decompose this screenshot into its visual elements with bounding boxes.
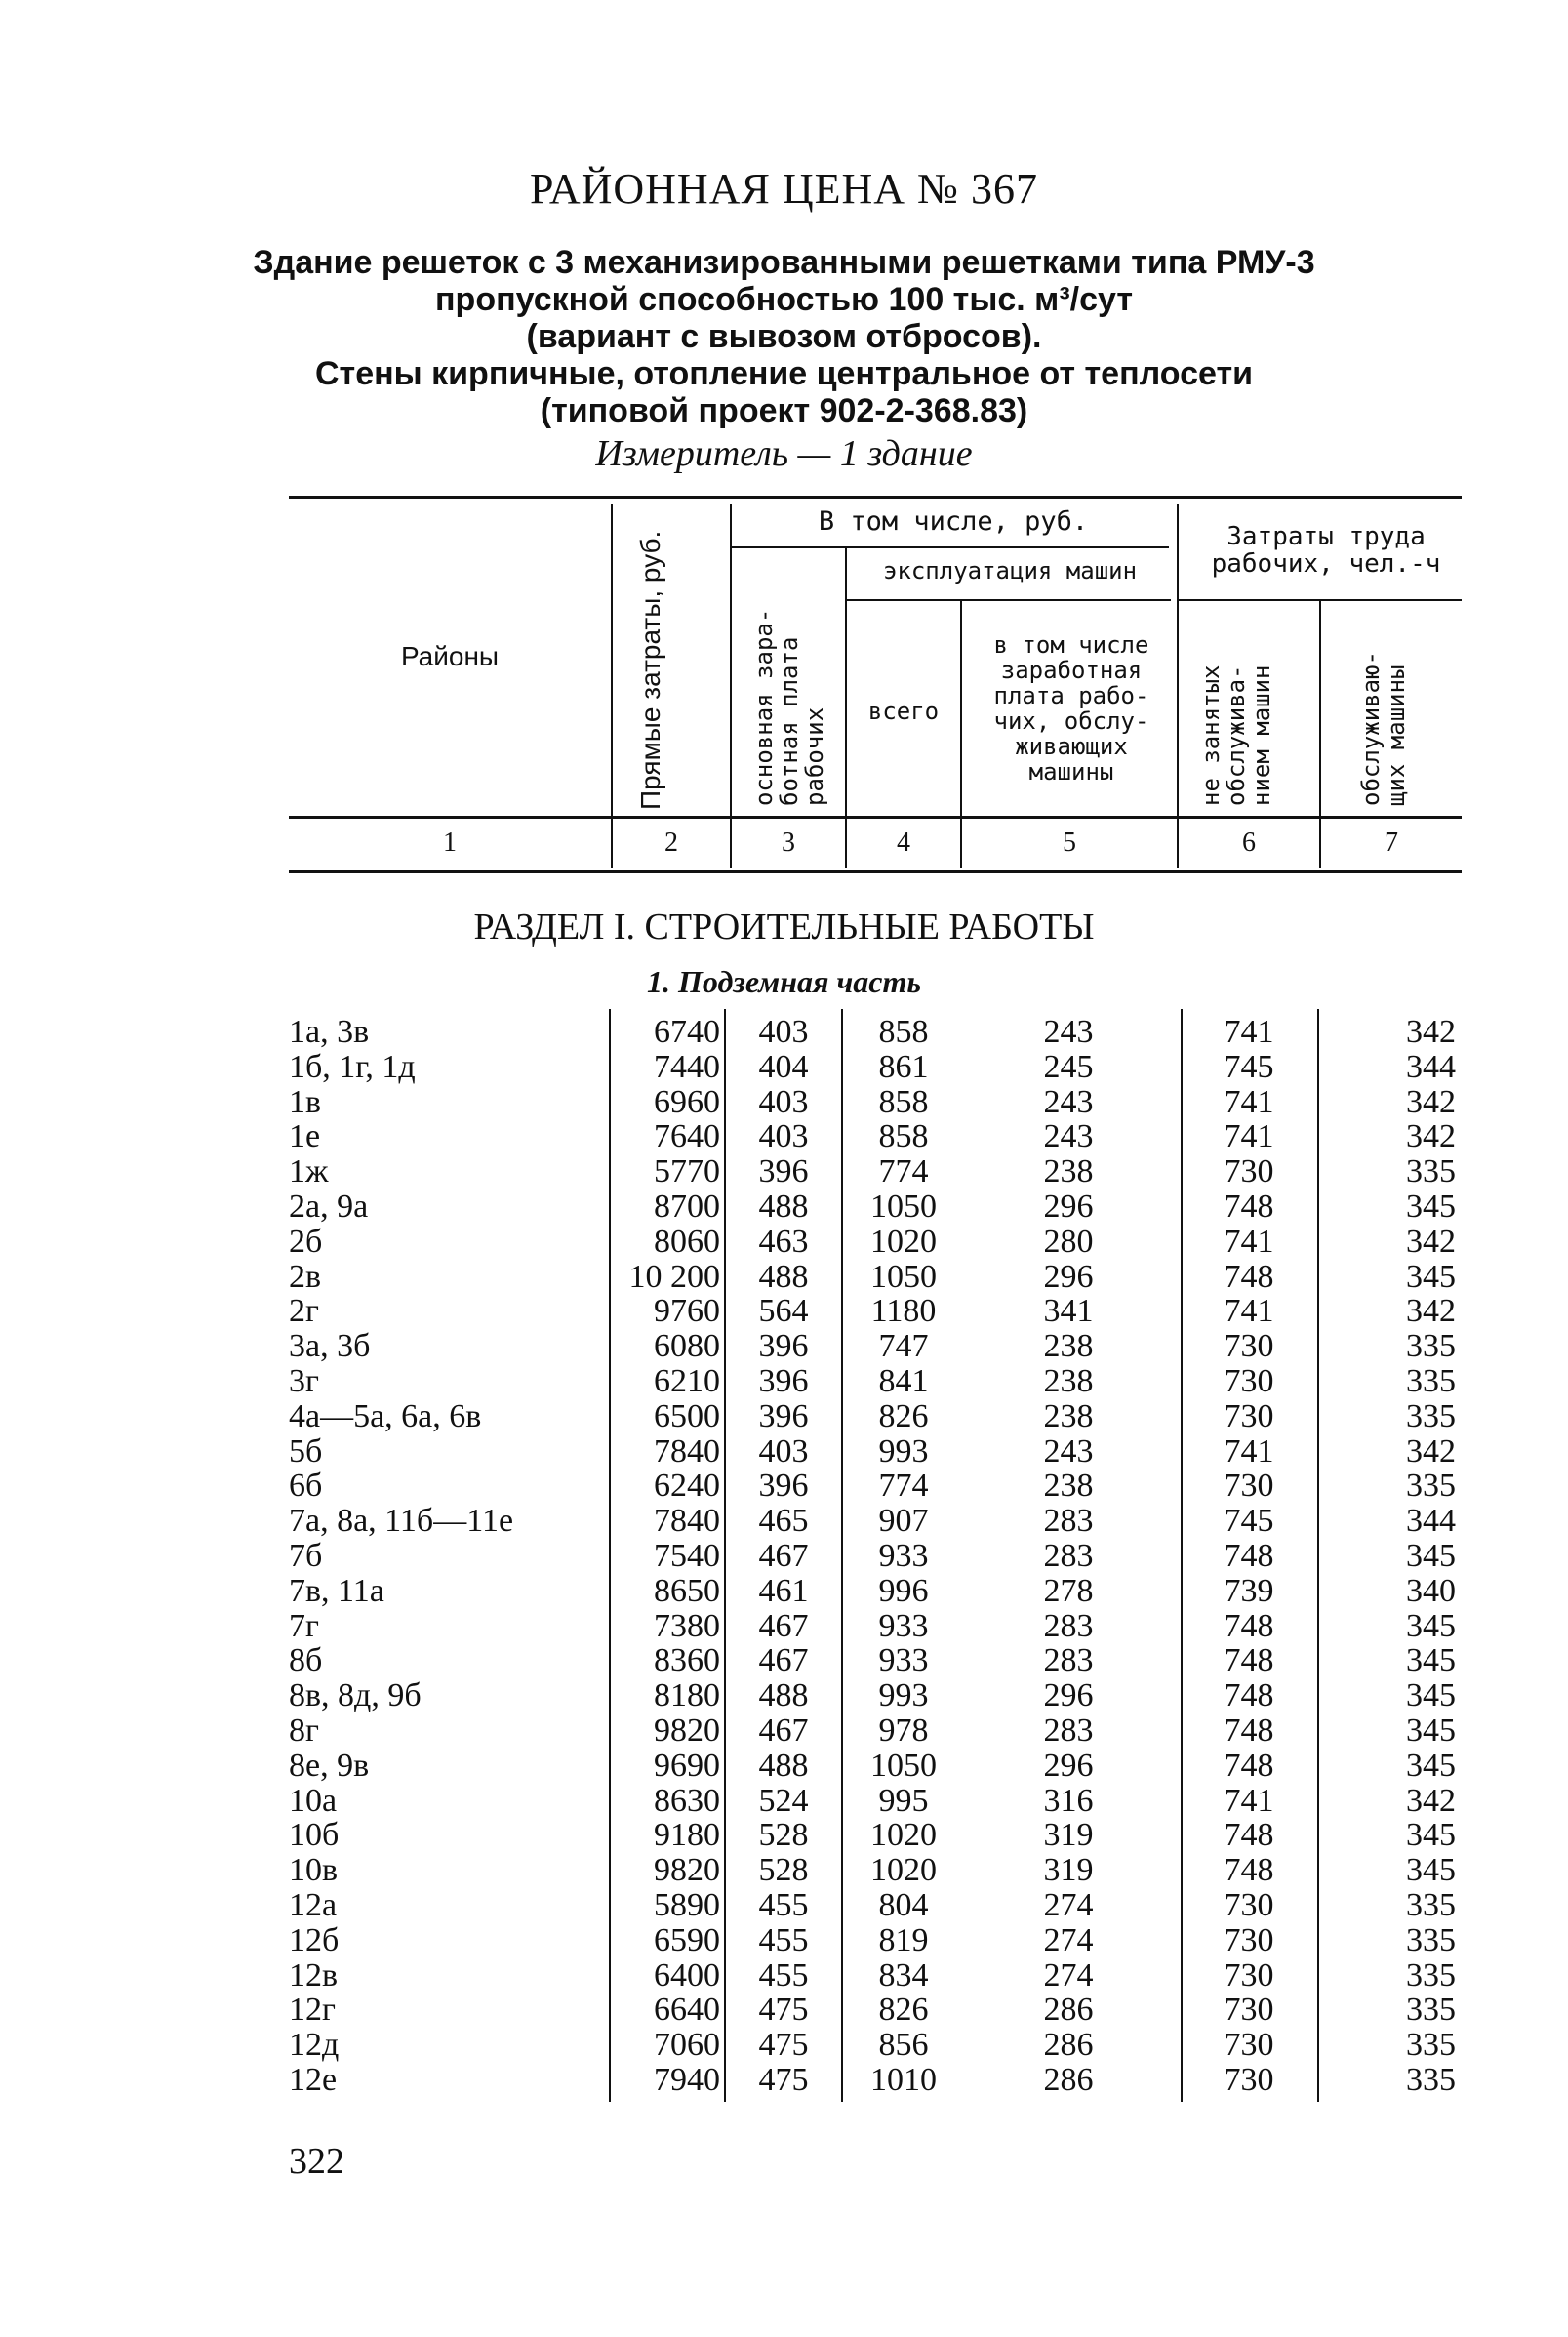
cell-machine-wage: 283: [1043, 1642, 1094, 1679]
cell-labor-not-machine: 730: [1224, 1921, 1274, 1958]
cell-base-wage: 404: [758, 1048, 809, 1085]
cell-region: 2г: [289, 1293, 319, 1330]
cell-machine-total: 993: [878, 1432, 929, 1470]
cell-machine-total: 826: [878, 1992, 929, 2029]
cell-region: 1ж: [289, 1153, 329, 1190]
cell-base-wage: 463: [758, 1223, 809, 1260]
cell-machine-wage: 286: [1043, 2027, 1094, 2064]
cell-machine-wage: 319: [1043, 1852, 1094, 1889]
subtitle-line: пропускной способностью 100 тыс. м³/сут: [435, 281, 1133, 318]
cell-machine-wage: 238: [1043, 1362, 1094, 1399]
cell-labor-not-machine: 730: [1224, 1362, 1274, 1399]
subtitle-line: Здание решеток с 3 механизированными решетками типа РМУ-3: [253, 244, 1315, 281]
cell-base-wage: 528: [758, 1817, 809, 1854]
cell-region: 5б: [289, 1432, 323, 1470]
cell-machine-total: 996: [878, 1572, 929, 1609]
cell-base-wage: 396: [758, 1153, 809, 1190]
cell-labor-machine: 335: [1406, 2027, 1456, 2064]
cell-base-wage: 524: [758, 1782, 809, 1819]
cell-machine-wage: 319: [1043, 1817, 1094, 1854]
subtitle-line: (вариант с вывозом отбросов).: [526, 318, 1042, 355]
cell-machine-wage: 238: [1043, 1397, 1094, 1434]
cell-direct-costs: 9760: [654, 1293, 720, 1330]
cell-region: 7г: [289, 1607, 319, 1644]
cell-direct-costs: 9820: [654, 1712, 720, 1749]
cell-labor-machine: 335: [1406, 1362, 1456, 1399]
cell-base-wage: 396: [758, 1468, 809, 1505]
cell-machine-wage: 238: [1043, 1153, 1094, 1190]
cell-direct-costs: 6240: [654, 1468, 720, 1505]
cell-region: 7а, 8а, 11б—11е: [289, 1503, 514, 1540]
cell-labor-machine: 342: [1406, 1782, 1456, 1819]
cell-machine-total: 1050: [870, 1258, 937, 1295]
cell-labor-machine: 345: [1406, 1188, 1456, 1225]
table-row: [0, 1784, 1568, 1819]
cell-region: 1б, 1г, 1д: [289, 1048, 416, 1085]
cell-machine-wage: 243: [1043, 1432, 1094, 1470]
table-row: [0, 1085, 1568, 1120]
cell-labor-not-machine: 748: [1224, 1258, 1274, 1295]
cell-labor-not-machine: 730: [1224, 1956, 1274, 1994]
table-row: [0, 1329, 1568, 1364]
column-number: 7: [1385, 827, 1398, 858]
cell-base-wage: 564: [758, 1293, 809, 1330]
cell-base-wage: 396: [758, 1397, 809, 1434]
cell-labor-not-machine: 741: [1224, 1014, 1274, 1050]
cell-machine-wage: 316: [1043, 1782, 1094, 1819]
cell-direct-costs: 7640: [654, 1118, 720, 1155]
header-direct-costs-text: Прямые затраты, руб.: [635, 530, 665, 810]
cell-machine-total: 834: [878, 1956, 929, 1994]
cell-labor-machine: 345: [1406, 1607, 1456, 1644]
cell-machine-wage: 296: [1043, 1747, 1094, 1784]
cell-labor-not-machine: 745: [1224, 1503, 1274, 1540]
cell-machine-wage: 274: [1043, 1921, 1094, 1958]
cell-labor-machine: 335: [1406, 1886, 1456, 1923]
cell-machine-wage: 238: [1043, 1328, 1094, 1365]
table-row: [0, 1958, 1568, 1994]
cell-base-wage: 403: [758, 1083, 809, 1120]
cell-labor-not-machine: 741: [1224, 1293, 1274, 1330]
cell-direct-costs: 8180: [654, 1677, 720, 1714]
table-row: [0, 1923, 1568, 1958]
cell-direct-costs: 10 200: [628, 1258, 720, 1295]
cell-labor-machine: 344: [1406, 1503, 1456, 1540]
cell-machine-wage: 245: [1043, 1048, 1094, 1085]
header-divider: [730, 504, 732, 868]
header-direct-costs: [635, 530, 665, 810]
cell-base-wage: 488: [758, 1188, 809, 1225]
cell-labor-not-machine: 741: [1224, 1118, 1274, 1155]
cell-machine-total: 1020: [870, 1223, 937, 1260]
table-row: [0, 1713, 1568, 1749]
cell-labor-not-machine: 730: [1224, 2061, 1274, 2098]
cell-labor-machine: 340: [1406, 1572, 1456, 1609]
table-row: [0, 1469, 1568, 1504]
cell-labor-not-machine: 748: [1224, 1677, 1274, 1714]
cell-direct-costs: 8650: [654, 1572, 720, 1609]
cell-base-wage: 467: [758, 1537, 809, 1574]
header-inner-rule: [845, 599, 1171, 601]
header-total: всего: [867, 698, 940, 725]
cell-labor-not-machine: 741: [1224, 1432, 1274, 1470]
header-not-machine-text: не занятых обслужива-нием машин: [1197, 665, 1275, 806]
table-row: [0, 1818, 1568, 1853]
cell-direct-costs: 5770: [654, 1153, 720, 1190]
cell-direct-costs: 6400: [654, 1956, 720, 1994]
cell-machine-total: 978: [878, 1712, 929, 1749]
column-number: 4: [897, 827, 910, 858]
cell-region: 3г: [289, 1362, 319, 1399]
cell-machine-total: 1180: [870, 1293, 937, 1330]
cell-machine-total: 841: [878, 1362, 929, 1399]
cell-region: 12е: [289, 2061, 338, 2098]
colnum-bottom-rule: [289, 870, 1462, 873]
cell-machine-wage: 296: [1043, 1677, 1094, 1714]
cell-machine-wage: 283: [1043, 1712, 1094, 1749]
cell-labor-machine: 335: [1406, 1468, 1456, 1505]
table-row: [0, 1260, 1568, 1295]
cell-region: 10в: [289, 1852, 339, 1889]
cell-labor-machine: 345: [1406, 1852, 1456, 1889]
table-row: [0, 1364, 1568, 1399]
price-table-body: [0, 1015, 1568, 2098]
cell-direct-costs: 6500: [654, 1397, 720, 1434]
cell-base-wage: 488: [758, 1677, 809, 1714]
cell-region: 12в: [289, 1956, 339, 1994]
cell-labor-not-machine: 741: [1224, 1223, 1274, 1260]
cell-machine-wage: 283: [1043, 1537, 1094, 1574]
column-number: 6: [1242, 827, 1256, 858]
cell-machine-total: 826: [878, 1397, 929, 1434]
cell-region: 8е, 9в: [289, 1747, 370, 1784]
cell-machine-total: 907: [878, 1503, 929, 1540]
cell-direct-costs: 7440: [654, 1048, 720, 1085]
cell-base-wage: 475: [758, 2061, 809, 2098]
cell-direct-costs: 6740: [654, 1014, 720, 1050]
cell-machine-total: 1050: [870, 1188, 937, 1225]
cell-region: 8б: [289, 1642, 323, 1679]
cell-labor-machine: 342: [1406, 1432, 1456, 1470]
cell-machine-wage: 283: [1043, 1503, 1094, 1540]
cell-labor-machine: 345: [1406, 1677, 1456, 1714]
cell-region: 1в: [289, 1083, 322, 1120]
cell-base-wage: 467: [758, 1607, 809, 1644]
cell-machine-total: 774: [878, 1153, 929, 1190]
cell-machine-total: 804: [878, 1886, 929, 1923]
table-row: [0, 1189, 1568, 1225]
header-labor-costs: Затраты труда рабочих, чел.-ч: [1211, 522, 1441, 579]
cell-machine-wage: 274: [1043, 1886, 1094, 1923]
table-row: [0, 1154, 1568, 1189]
table-row: [0, 1225, 1568, 1260]
cell-labor-not-machine: 730: [1224, 1397, 1274, 1434]
cell-base-wage: 475: [758, 1992, 809, 2029]
cell-labor-not-machine: 730: [1224, 1468, 1274, 1505]
header-base-wage-text: основная зара-ботная плата рабочих: [750, 608, 828, 806]
table-row: [0, 1294, 1568, 1329]
page-number: 322: [289, 2141, 344, 2182]
cell-region: 12б: [289, 1921, 340, 1958]
cell-machine-total: 993: [878, 1677, 929, 1714]
cell-region: 12д: [289, 2027, 340, 2064]
cell-labor-not-machine: 748: [1224, 1852, 1274, 1889]
cell-machine-total: 995: [878, 1782, 929, 1819]
cell-base-wage: 461: [758, 1572, 809, 1609]
cell-direct-costs: 8360: [654, 1642, 720, 1679]
cell-machine-total: 856: [878, 2027, 929, 2064]
cell-region: 7б: [289, 1537, 323, 1574]
subsection-title: 1. Подземная часть: [647, 964, 921, 999]
cell-labor-machine: 342: [1406, 1293, 1456, 1330]
cell-labor-machine: 335: [1406, 1397, 1456, 1434]
cell-machine-total: 858: [878, 1014, 929, 1050]
cell-base-wage: 467: [758, 1642, 809, 1679]
cell-labor-not-machine: 730: [1224, 1886, 1274, 1923]
header-including: В том числе, руб.: [818, 506, 1089, 537]
cell-base-wage: 455: [758, 1921, 809, 1958]
cell-region: 6б: [289, 1468, 323, 1505]
cell-base-wage: 488: [758, 1747, 809, 1784]
cell-base-wage: 403: [758, 1432, 809, 1470]
cell-labor-not-machine: 730: [1224, 1328, 1274, 1365]
table-row: [0, 1539, 1568, 1574]
cell-labor-machine: 335: [1406, 1328, 1456, 1365]
cell-labor-machine: 342: [1406, 1014, 1456, 1050]
cell-machine-total: 1020: [870, 1852, 937, 1889]
cell-labor-not-machine: 730: [1224, 2027, 1274, 2064]
cell-region: 8г: [289, 1712, 319, 1749]
cell-machine-wage: 296: [1043, 1188, 1094, 1225]
cell-direct-costs: 7840: [654, 1432, 720, 1470]
section-title: РАЗДЕЛ I. СТРОИТЕЛЬНЫЕ РАБОТЫ: [473, 907, 1095, 947]
header-incl-wage: в том числе заработная плата рабо-чих, обслу-живающих машины: [993, 631, 1149, 786]
table-row: [0, 1574, 1568, 1609]
table-row: [0, 1399, 1568, 1434]
table-row: [0, 1504, 1568, 1539]
cell-region: 12г: [289, 1992, 336, 2029]
table-row: [0, 1888, 1568, 1923]
header-not-machine: [1198, 611, 1274, 806]
header-base-wage: [751, 582, 827, 806]
cell-labor-not-machine: 748: [1224, 1817, 1274, 1854]
page-title: РАЙОННАЯ ЦЕНА № 367: [529, 165, 1039, 213]
cell-labor-not-machine: 748: [1224, 1712, 1274, 1749]
document-subtitle: [0, 244, 1568, 429]
table-row: [0, 1678, 1568, 1713]
cell-machine-total: 933: [878, 1607, 929, 1644]
cell-region: 3а, 3б: [289, 1328, 371, 1365]
cell-labor-machine: 345: [1406, 1642, 1456, 1679]
cell-direct-costs: 6080: [654, 1328, 720, 1365]
cell-labor-not-machine: 748: [1224, 1747, 1274, 1784]
cell-direct-costs: 7060: [654, 2027, 720, 2064]
cell-labor-not-machine: 741: [1224, 1083, 1274, 1120]
header-divider: [1177, 504, 1179, 868]
cell-direct-costs: 6640: [654, 1992, 720, 2029]
cell-machine-total: 1050: [870, 1747, 937, 1784]
cell-labor-not-machine: 748: [1224, 1607, 1274, 1644]
cell-machine-wage: 243: [1043, 1083, 1094, 1120]
cell-labor-not-machine: 730: [1224, 1992, 1274, 2029]
column-number: 5: [1063, 827, 1076, 858]
table-row: [0, 2063, 1568, 2098]
cell-labor-machine: 342: [1406, 1083, 1456, 1120]
cell-machine-total: 933: [878, 1642, 929, 1679]
cell-direct-costs: 8700: [654, 1188, 720, 1225]
header-regions: Районы: [400, 641, 500, 671]
header-bottom-rule: [289, 816, 1462, 819]
cell-labor-machine: 335: [1406, 2061, 1456, 2098]
cell-labor-machine: 344: [1406, 1048, 1456, 1085]
cell-labor-machine: 342: [1406, 1223, 1456, 1260]
subtitle-line: Стены кирпичные, отопление центральное от теплосети: [315, 355, 1253, 392]
column-number: 1: [443, 827, 457, 858]
cell-direct-costs: 9180: [654, 1817, 720, 1854]
cell-machine-total: 1020: [870, 1817, 937, 1854]
cell-machine-wage: 296: [1043, 1258, 1094, 1295]
cell-labor-not-machine: 739: [1224, 1572, 1274, 1609]
cell-labor-not-machine: 730: [1224, 1153, 1274, 1190]
cell-labor-machine: 345: [1406, 1258, 1456, 1295]
cell-machine-wage: 238: [1043, 1468, 1094, 1505]
cell-region: 8в, 8д, 9б: [289, 1677, 422, 1714]
cell-region: 1е: [289, 1118, 321, 1155]
cell-direct-costs: 9690: [654, 1747, 720, 1784]
cell-direct-costs: 5890: [654, 1886, 720, 1923]
table-row: [0, 1993, 1568, 2028]
cell-region: 4а—5а, 6а, 6в: [289, 1397, 482, 1434]
header-machine-service: [1358, 611, 1409, 806]
cell-region: 2а, 9а: [289, 1188, 369, 1225]
cell-base-wage: 396: [758, 1362, 809, 1399]
subtitle-line: (типовой проект 902-2-368.83): [540, 392, 1028, 429]
table-row: [0, 1749, 1568, 1784]
cell-machine-wage: 274: [1043, 1956, 1094, 1994]
cell-machine-total: 861: [878, 1048, 929, 1085]
cell-direct-costs: 6210: [654, 1362, 720, 1399]
cell-machine-wage: 286: [1043, 1992, 1094, 2029]
cell-machine-total: 858: [878, 1118, 929, 1155]
cell-labor-machine: 335: [1406, 1153, 1456, 1190]
table-row: [0, 1119, 1568, 1154]
cell-region: 2б: [289, 1223, 323, 1260]
cell-labor-not-machine: 741: [1224, 1782, 1274, 1819]
cell-base-wage: 403: [758, 1118, 809, 1155]
table-top-rule: [289, 496, 1462, 499]
cell-direct-costs: 6960: [654, 1083, 720, 1120]
cell-labor-machine: 335: [1406, 1956, 1456, 1994]
cell-region: 12а: [289, 1886, 338, 1923]
cell-machine-wage: 278: [1043, 1572, 1094, 1609]
table-row: [0, 1643, 1568, 1678]
table-row: [0, 1853, 1568, 1888]
cell-direct-costs: 7540: [654, 1537, 720, 1574]
cell-labor-not-machine: 748: [1224, 1188, 1274, 1225]
cell-base-wage: 465: [758, 1503, 809, 1540]
cell-base-wage: 475: [758, 2027, 809, 2064]
table-row: [0, 1609, 1568, 1644]
cell-labor-machine: 335: [1406, 1921, 1456, 1958]
cell-labor-machine: 342: [1406, 1118, 1456, 1155]
cell-labor-not-machine: 748: [1224, 1537, 1274, 1574]
cell-base-wage: 396: [758, 1328, 809, 1365]
cell-base-wage: 455: [758, 1956, 809, 1994]
cell-direct-costs: 7380: [654, 1607, 720, 1644]
cell-direct-costs: 7940: [654, 2061, 720, 2098]
cell-base-wage: 467: [758, 1712, 809, 1749]
cell-labor-machine: 345: [1406, 1817, 1456, 1854]
cell-labor-machine: 345: [1406, 1747, 1456, 1784]
cell-machine-wage: 243: [1043, 1014, 1094, 1050]
header-divider: [611, 504, 613, 868]
cell-machine-total: 858: [878, 1083, 929, 1120]
header-machine-service-text: обслуживаю-щих машины: [1357, 651, 1410, 806]
cell-base-wage: 488: [758, 1258, 809, 1295]
cell-region: 7в, 11а: [289, 1572, 384, 1609]
cell-machine-total: 1010: [870, 2061, 937, 2098]
cell-base-wage: 455: [758, 1886, 809, 1923]
header-machine-operation: эксплуатация машин: [882, 557, 1138, 584]
cell-labor-not-machine: 745: [1224, 1048, 1274, 1085]
cell-direct-costs: 7840: [654, 1503, 720, 1540]
cell-machine-total: 774: [878, 1468, 929, 1505]
cell-machine-total: 819: [878, 1921, 929, 1958]
cell-region: 10б: [289, 1817, 340, 1854]
cell-region: 10а: [289, 1782, 338, 1819]
table-row: [0, 1434, 1568, 1470]
cell-labor-machine: 335: [1406, 1992, 1456, 2029]
cell-direct-costs: 9820: [654, 1852, 720, 1889]
measure-unit: Измеритель — 1 здание: [595, 433, 973, 474]
cell-labor-not-machine: 748: [1224, 1642, 1274, 1679]
cell-machine-total: 747: [878, 1328, 929, 1365]
column-number: 3: [782, 827, 795, 858]
cell-direct-costs: 8630: [654, 1782, 720, 1819]
cell-direct-costs: 8060: [654, 1223, 720, 1260]
cell-base-wage: 528: [758, 1852, 809, 1889]
cell-base-wage: 403: [758, 1014, 809, 1050]
cell-direct-costs: 6590: [654, 1921, 720, 1958]
table-row: [0, 2028, 1568, 2063]
header-inner-rule: [730, 546, 1169, 548]
table-row: [0, 1050, 1568, 1085]
cell-region: 1а, 3в: [289, 1014, 370, 1050]
cell-machine-wage: 283: [1043, 1607, 1094, 1644]
cell-region: 2в: [289, 1258, 322, 1295]
cell-machine-wage: 341: [1043, 1293, 1094, 1330]
column-number: 2: [664, 827, 678, 858]
cell-machine-wage: 286: [1043, 2061, 1094, 2098]
cell-machine-total: 933: [878, 1537, 929, 1574]
cell-labor-machine: 345: [1406, 1537, 1456, 1574]
cell-machine-wage: 280: [1043, 1223, 1094, 1260]
cell-labor-machine: 345: [1406, 1712, 1456, 1749]
cell-machine-wage: 243: [1043, 1118, 1094, 1155]
table-row: [0, 1015, 1568, 1050]
